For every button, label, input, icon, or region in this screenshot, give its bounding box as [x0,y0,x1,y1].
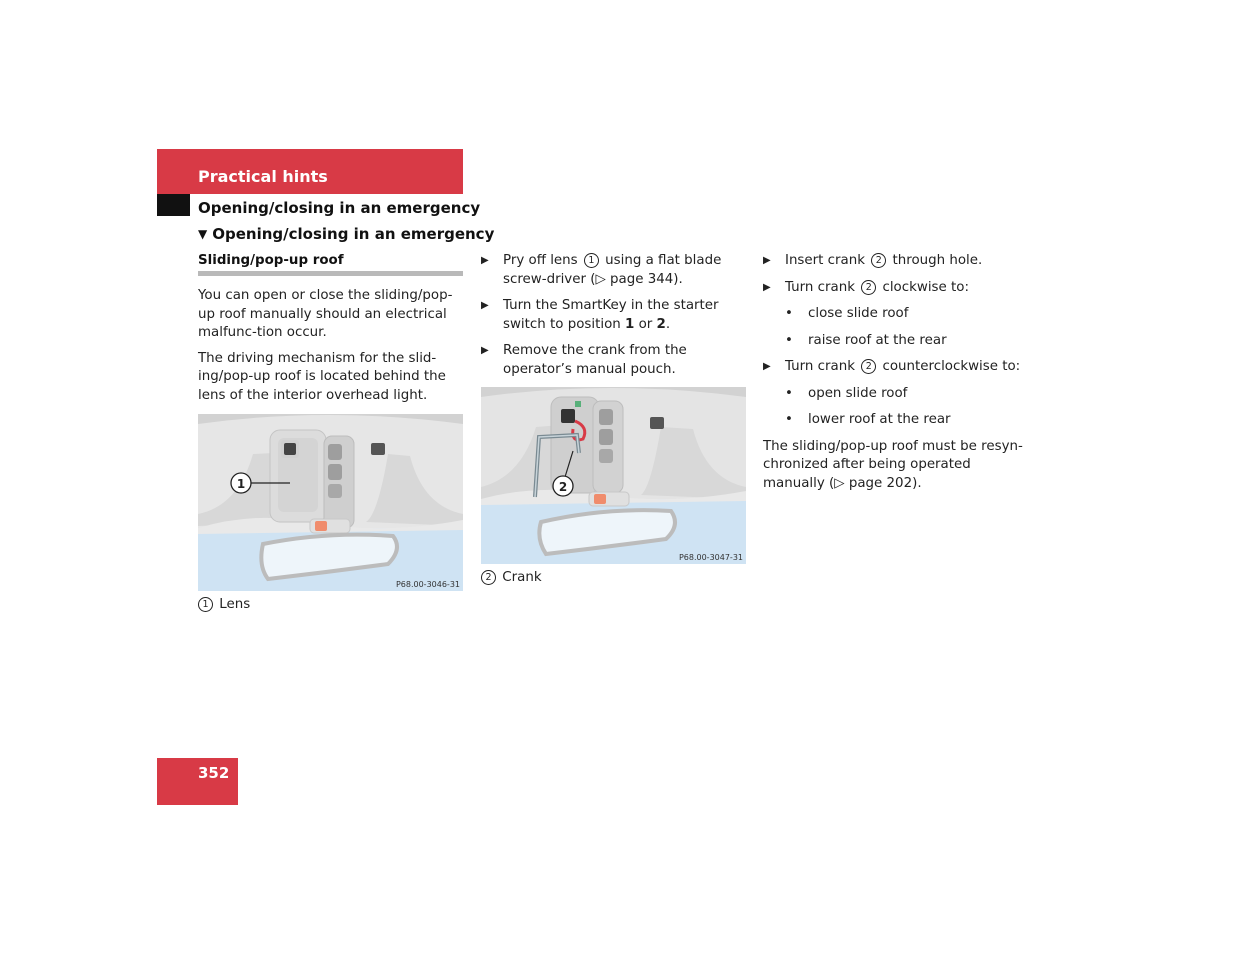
arrow-icon: ▶ [481,255,489,266]
step-text: or [634,316,657,332]
figure-crank [481,387,746,564]
figure2-caption [481,569,542,588]
step-text: Insert crank [785,253,870,268]
step-remove-crank [481,342,749,379]
figure-overhead-lens [198,414,463,591]
step-text: Remove the crank from the operator’s manual pouch. [503,343,687,377]
column1-heading: Sliding/pop-up roof [198,253,344,268]
step-text: Pry off lens [503,253,582,268]
subsection-tab [157,194,190,216]
caption-number-icon: 2 [481,570,496,585]
arrow-icon: ▶ [763,255,771,266]
overhead-console-illustration [198,414,463,591]
resync-note: The sliding/pop-up roof must be resyn-chronized after being operated manually (▷ page 202). [763,438,1023,491]
step-turn-clockwise [763,279,1025,298]
figure-code: P68.00-3047-31 [678,553,743,562]
list-item [763,332,1025,351]
figure1-callout: 1 [236,477,246,491]
step-insert-crank [763,252,1025,271]
crank-illustration [481,387,746,564]
caption-text: Lens [219,597,251,612]
list-item-text: close slide roof [808,306,909,321]
position-value: 1 [625,316,635,332]
list-item-text: raise roof at the rear [808,332,947,348]
figure1-caption [198,596,250,615]
bullet-icon: • [785,412,793,427]
figure2-callout: 2 [558,480,568,494]
column3-steps [763,252,1025,493]
heading-rule [198,271,463,276]
step-text: using a flat blade screw-driver (▷ page 344). [503,253,722,287]
step-text: clockwise to: [878,279,969,295]
list-item [763,385,1025,404]
bullet-icon: • [785,306,793,321]
position-value: 2 [656,316,666,332]
topic-heading [198,225,494,243]
caption-number-icon: 1 [198,597,213,612]
figure-code: P68.00-3046-31 [395,580,460,589]
column1-text [198,287,466,405]
step-text: counterclockwise to: [878,359,1021,374]
section-title: Practical hints [198,167,328,186]
caption-text: Crank [502,570,542,585]
callout-number-icon: 2 [861,280,876,295]
bullet-icon: • [785,332,793,348]
step-turn-smartkey [481,297,749,334]
step-pry-lens [481,252,749,289]
mechanism-paragraph: The driving mechanism for the slid-ing/pop-up roof is located behind the lens of the interior overhead light. [198,350,446,403]
callout-number-icon: 2 [861,359,876,374]
step-text: Turn the SmartKey in the starter switch to position [503,298,719,332]
arrow-icon: ▶ [763,361,771,372]
step-text: Turn crank [785,279,860,295]
step-text: Turn crank [785,359,860,374]
arrow-icon: ▶ [763,281,771,293]
list-item-text: lower roof at the rear [808,412,951,427]
list-item [763,305,1025,324]
intro-paragraph: You can open or close the sliding/pop-up roof manually should an electrical malfunc-tion occur. [198,288,453,340]
topic-marker-icon: ▼ [198,227,208,241]
page-number: 352 [198,764,230,782]
callout-number-icon: 1 [584,253,599,268]
column2-steps [481,252,749,387]
step-turn-counterclockwise [763,358,1025,377]
bullet-icon: • [785,385,793,401]
step-text: through hole. [888,253,983,268]
list-item-text: open slide roof [808,385,908,401]
step-text: . [665,316,671,332]
topic-title: Opening/closing in an emergency [212,225,495,243]
subsection-title: Opening/closing in an emergency [198,199,481,217]
arrow-icon: ▶ [481,300,489,311]
callout-number-icon: 2 [871,253,886,268]
arrow-icon: ▶ [481,345,489,356]
list-item [763,411,1025,430]
